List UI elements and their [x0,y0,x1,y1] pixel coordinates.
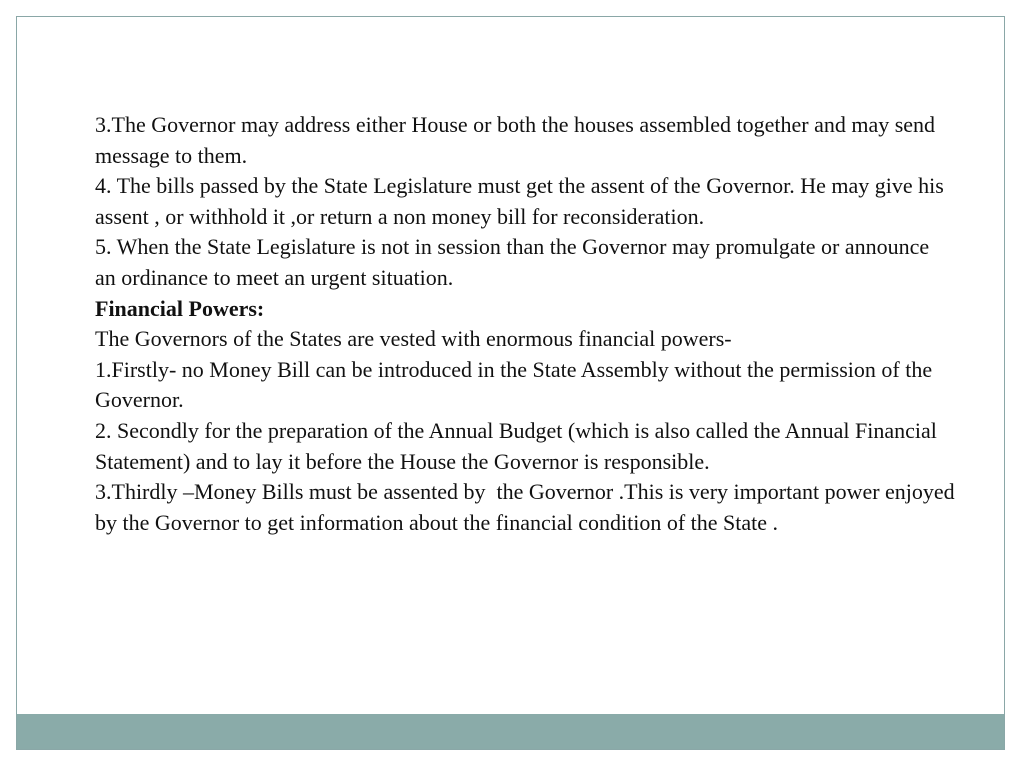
paragraph-governor-address: 3.The Governor may address either House or both the houses assembled together and may send message to them. [95,112,941,168]
paragraph-annual-budget: 2. Secondly for the preparation of the Annual Budget (which is also called the Annual Financial Statement) and to lay it before the House the Governor is responsible. [95,417,943,474]
paragraph-bill-assent: 4. The bills passed by the State Legislature must get the assent of the Governor. He may give his assent , or withhold it ,or return a non money bill for reconsideration. [95,173,950,229]
paragraph-money-bill-assent: 3.Thirdly –Money Bills must be assented by the Governor .This is very important power enjoyed by the Governor to get information about the financial condition of the State . [95,479,961,535]
heading-financial-powers: Financial Powers: [95,295,265,321]
slide [16,16,1005,750]
paragraph-financial-intro: The Governors of the States are vested with enormous financial powers- [95,326,732,352]
paragraph-ordinance: 5. When the State Legislature is not in session than the Governor may promulgate or announce an ordinance to meet an urgent situation. [95,234,935,290]
footer-bar [17,714,1004,749]
slide-body-text [95,110,961,538]
paragraph-money-bill-permission: 1.Firstly- no Money Bill can be introduced in the State Assembly without the permission of the Governor. [95,356,938,413]
